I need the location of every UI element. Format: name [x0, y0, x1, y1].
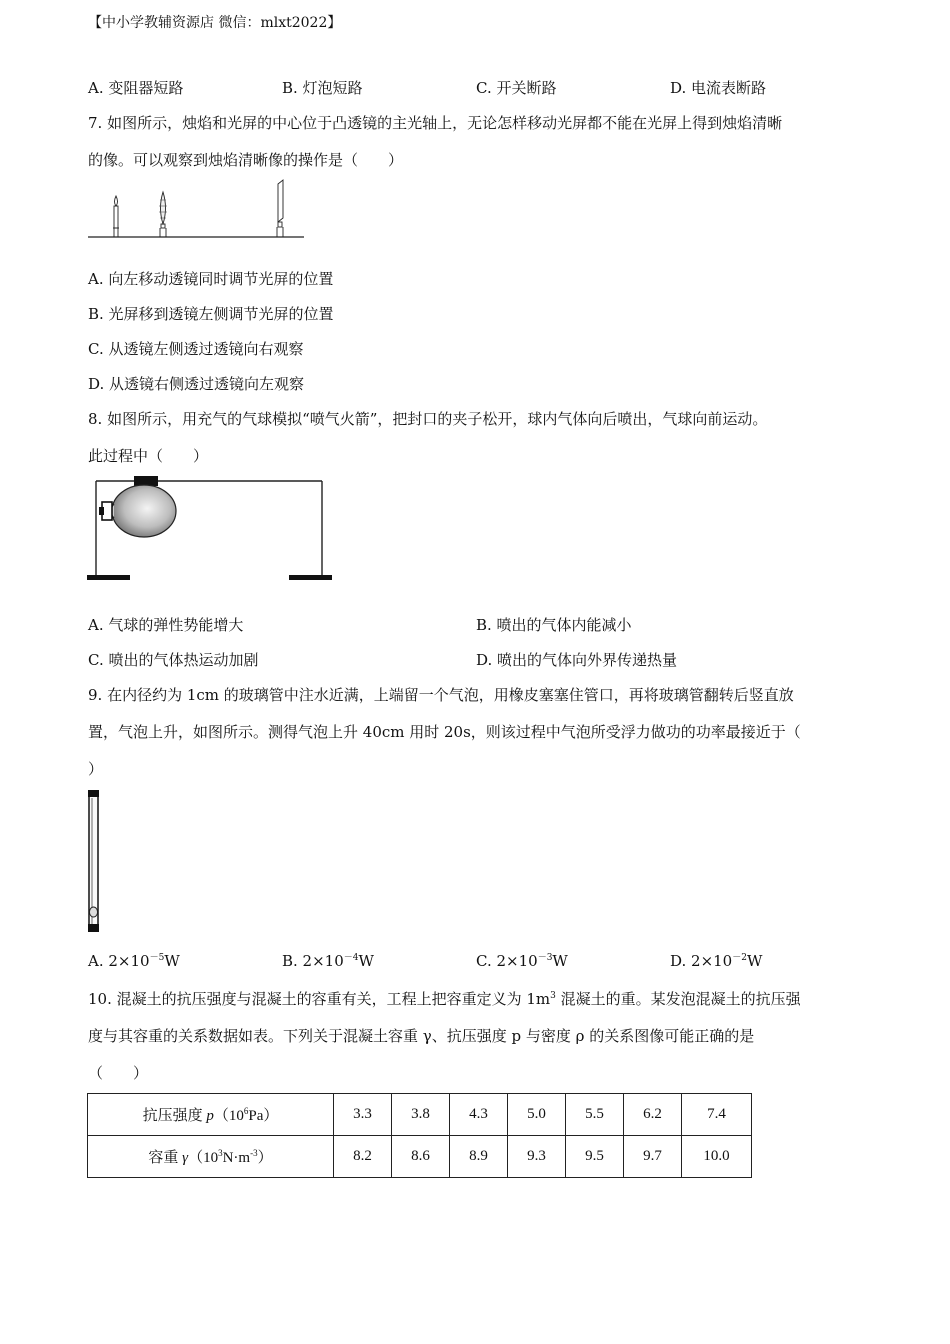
table-cell: 8.9	[450, 1136, 508, 1178]
q8-option-b: B. 喷出的气体内能减小	[476, 616, 632, 634]
table-cell: 4.3	[450, 1094, 508, 1136]
table-row-label: 容重 $\gamma(10^3N\cdot m^{-3})$	[88, 1136, 334, 1178]
q6-option-d: D. 电流表断路	[670, 79, 767, 97]
light-screen-icon	[277, 180, 283, 237]
balloon-icon	[99, 485, 176, 537]
q9-glass-tube-figure	[84, 788, 104, 938]
q7-optical-bench-figure	[86, 178, 308, 242]
table-cell: 3.8	[392, 1094, 450, 1136]
q9-option-c: C. $2\times 10^{-3}W$	[476, 952, 568, 970]
q7-stem-line1: 7. 如图所示，烛焰和光屏的中心位于凸透镜的主光轴上，无论怎样移动光屏都不能在光屏上得到烛焰清晰	[88, 114, 783, 132]
table-cell: 8.2	[334, 1136, 392, 1178]
table-cell: 10.0	[682, 1136, 752, 1178]
q6-option-b: B. 灯泡短路	[282, 79, 363, 97]
q9-stem-line3: ）	[88, 760, 104, 778]
table-cell: 6.2	[624, 1094, 682, 1136]
q7-option-a: A. 向左移动透镜同时调节光屏的位置	[88, 270, 334, 288]
q6-option-c: C. 开关断路	[476, 79, 557, 97]
q7-option-b: B. 光屏移到透镜左侧调节光屏的位置	[88, 305, 334, 323]
table-row-unit-weight	[88, 1136, 752, 1178]
header-watermark: 【中小学教辅资源店 微信：mlxt2022】	[88, 15, 342, 31]
q10-stem-line3: （ ）	[88, 1064, 149, 1082]
table-cell: 5.0	[508, 1094, 566, 1136]
q9-option-b: B. $2\times 10^{-4}W$	[282, 952, 374, 970]
q6-option-a: A. 变阻器短路	[88, 79, 184, 97]
q7-option-c: C. 从透镜左侧透过透镜向右观察	[88, 340, 304, 358]
table-cell: 9.5	[566, 1136, 624, 1178]
q8-balloon-rocket-figure	[86, 474, 336, 586]
q9-option-a: A. $2\times 10^{-5}W$	[88, 952, 180, 970]
table-cell: 5.5	[566, 1094, 624, 1136]
convex-lens-icon	[159, 192, 167, 237]
glass-tube-icon	[88, 790, 99, 932]
q9-option-d: D. $2\times 10^{-2}W$	[670, 952, 763, 970]
q8-stem-line1: 8. 如图所示，用充气的气球模拟“喷气火箭”，把封口的夹子松开，球内气体向后喷出，气球向前运动。	[88, 410, 768, 428]
q7-stem-line2: 的像。可以观察到烛焰清晰像的操作是（ ）	[88, 151, 404, 169]
q10-stem-line1: 10. 混凝土的抗压强度与混凝土的容重有关，工程上把容重定义为 $1m^3$ 混凝土的重。某发泡混凝土的抗压强	[88, 990, 801, 1008]
q7-option-d: D. 从透镜右侧透过透镜向左观察	[88, 375, 305, 393]
q8-stem-line2: 此过程中（ ）	[88, 447, 209, 465]
table-cell: 3.3	[334, 1094, 392, 1136]
table-row-label: 抗压强度 $p(10^6Pa)$	[88, 1094, 334, 1136]
table-row-strength	[88, 1094, 752, 1136]
q8-option-d: D. 喷出的气体向外界传递热量	[476, 651, 678, 669]
q10-stem-line2: 度与其容重的关系数据如表。下列关于混凝土容重 γ、抗压强度 p 与密度 ρ 的关系图像可能正确的是	[88, 1027, 755, 1045]
table-cell: 9.3	[508, 1136, 566, 1178]
table-cell: 9.7	[624, 1136, 682, 1178]
q8-option-c: C. 喷出的气体热运动加剧	[88, 651, 259, 669]
candle-icon	[113, 196, 119, 237]
table-cell: 8.6	[392, 1136, 450, 1178]
q8-option-a: A. 气球的弹性势能增大	[88, 616, 244, 634]
q9-stem-line1: 9. 在内径约为 1cm 的玻璃管中注水近满，上端留一个气泡，用橡皮塞塞住管口，再将玻璃管翻转后竖直放	[88, 686, 794, 704]
q10-data-table	[87, 1093, 752, 1178]
table-cell: 7.4	[682, 1094, 752, 1136]
q9-stem-line2: 置，气泡上升，如图所示。测得气泡上升 40cm 用时 20s，则该过程中气泡所受浮力做功的功率最接近于（	[88, 723, 801, 741]
